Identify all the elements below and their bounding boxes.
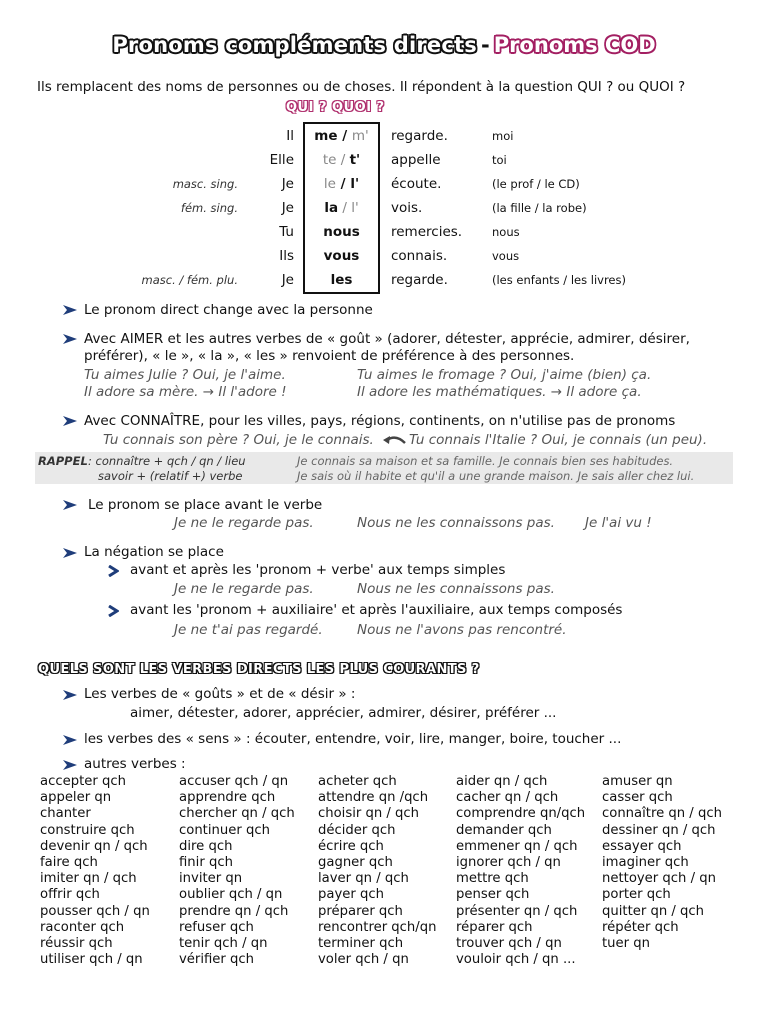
verb-item: ignorer qch / qn bbox=[456, 855, 561, 871]
verb-item: apprendre qch bbox=[179, 790, 276, 806]
rule-4: Le pronom se place avant le verbe bbox=[88, 497, 323, 513]
verb-item: accuser qch / qn bbox=[179, 774, 289, 789]
title-main: Pronoms compléments directs bbox=[112, 33, 477, 57]
verb-item: nettoyer qch / qn bbox=[602, 871, 716, 887]
verb-column bbox=[318, 774, 436, 968]
rule-5-sub-1: avant et après les 'pronom + verbe' aux temps simples bbox=[130, 562, 506, 578]
object-pronoun bbox=[303, 196, 380, 220]
verb-item: voler qch / qn bbox=[318, 952, 409, 968]
verb-item: emmener qn / qch bbox=[456, 838, 578, 854]
verb-item: dire qch bbox=[179, 838, 233, 854]
verb-item: oublier qch / qn bbox=[179, 887, 283, 903]
rule-2-line-1: Avec AIMER et les autres verbes de « goût » (adorer, détester, apprécie, admirer, désirer, bbox=[84, 331, 690, 347]
arrow-icon bbox=[63, 548, 77, 558]
arrow-icon bbox=[63, 334, 77, 344]
subject-pronoun: Je bbox=[281, 200, 294, 216]
pronoun-separator: / bbox=[335, 176, 351, 192]
verb-item: acheter qch bbox=[318, 774, 397, 789]
verb-item: chanter bbox=[40, 806, 91, 822]
verb-item: faire qch bbox=[40, 855, 98, 871]
verb-item: choisir qn / qch bbox=[318, 806, 420, 822]
verb-item: refuser qch bbox=[179, 919, 254, 935]
verb-item: dessiner qn / qch bbox=[602, 822, 716, 838]
verb-item: attendre qn /qch bbox=[318, 790, 429, 806]
verb-item: devenir qn / qch bbox=[40, 838, 148, 854]
verb-item: terminer qch bbox=[318, 936, 404, 952]
verb-form: regarde. bbox=[391, 128, 448, 144]
verb-form: remercies. bbox=[391, 224, 463, 240]
object-pronoun bbox=[303, 244, 380, 268]
verb-item: essayer qch bbox=[602, 838, 682, 854]
verb-item: tenir qch / qn bbox=[179, 936, 268, 952]
verb-item: prendre qn / qch bbox=[179, 903, 289, 919]
rappel-example-2: Je sais où il habite et qu'il a une grande maison. Je sais aller chez lui. bbox=[297, 469, 695, 483]
rule-4-example: Nous ne les connaissons pas. bbox=[357, 515, 555, 531]
autres-label: autres verbes : bbox=[84, 756, 186, 772]
rule-1: Le pronom direct change avec la personne bbox=[84, 302, 373, 318]
arrow-icon bbox=[63, 690, 77, 700]
rule-2-line-2: préférer), « le », « la », « les » renvoient de préférence à des personnes. bbox=[84, 348, 575, 364]
subject-pronoun: Tu bbox=[279, 224, 294, 240]
subject-pronoun: Il bbox=[286, 128, 294, 144]
verb-item: écrire qch bbox=[318, 838, 384, 854]
pronoun-form: me bbox=[314, 128, 338, 144]
gender-note: fém. sing. bbox=[180, 201, 238, 215]
verb-item: réparer qch bbox=[456, 919, 533, 935]
object-pronoun bbox=[303, 220, 380, 244]
verb-item: amuser qn bbox=[602, 774, 673, 789]
verb-item: gagner qch bbox=[318, 855, 393, 871]
rule-3: Avec CONNAÎTRE, pour les villes, pays, régions, continents, on n'utilise pas de pronoms bbox=[84, 413, 676, 429]
rule-3-example: Tu connais l'Italie ? Oui, je connais (un peu). bbox=[409, 432, 708, 448]
verb-item: connaître qn / qch bbox=[602, 806, 722, 822]
object-pronoun bbox=[303, 124, 380, 148]
verb-item: casser qch bbox=[602, 790, 673, 806]
object-pronoun bbox=[303, 172, 380, 196]
arrow-icon bbox=[63, 416, 77, 426]
verb-item: réussir qch bbox=[40, 936, 113, 952]
verb-item: imaginer qch bbox=[602, 855, 689, 871]
verb-column bbox=[179, 774, 295, 968]
verb-form: appelle bbox=[391, 152, 441, 168]
verb-item: appeler qn bbox=[40, 790, 112, 806]
verb-item: quitter qn / qch bbox=[602, 903, 704, 919]
verb-item: utiliser qch / qn bbox=[40, 952, 143, 968]
verb-item: aider qn / qch bbox=[456, 774, 548, 789]
verb-item: décider qch bbox=[318, 822, 396, 838]
verb-column bbox=[456, 774, 585, 968]
verb-column bbox=[602, 774, 722, 952]
pronoun-form: te bbox=[322, 152, 337, 168]
pronoun-elided-form: t' bbox=[349, 152, 361, 168]
verb-item: payer qch bbox=[318, 887, 384, 903]
verb-item: préparer qch bbox=[318, 903, 403, 919]
pronoun-form: vous bbox=[323, 248, 360, 264]
pronoun-separator: / bbox=[338, 200, 352, 216]
section-heading: QUELS SONT LES VERBES DIRECTS LES PLUS COURANTS ? bbox=[38, 662, 480, 677]
page-title bbox=[0, 33, 768, 57]
curved-arrow-icon bbox=[383, 434, 407, 450]
gender-note: masc. / fém. plu. bbox=[141, 273, 238, 287]
goats-label: Les verbes de « goûts » et de « désir » : bbox=[84, 686, 356, 702]
verb-item: continuer qch bbox=[179, 822, 270, 838]
verb-item: vouloir qch / qn ... bbox=[456, 952, 576, 968]
rappel-example-1: Je connais sa maison et sa famille. Je connais bien ses habitudes. bbox=[297, 454, 674, 468]
verb-item: penser qch bbox=[456, 887, 530, 903]
gloss: vous bbox=[492, 249, 520, 263]
subject-pronoun: Je bbox=[281, 176, 294, 192]
rule-3-example: Tu connais son père ? Oui, je le connais. bbox=[103, 432, 374, 448]
arrow-icon bbox=[63, 735, 77, 745]
verb-item: mettre qch bbox=[456, 871, 529, 887]
rule-2-example: Tu aimes Julie ? Oui, je l'aime. bbox=[84, 367, 286, 383]
chevron-right-icon bbox=[107, 605, 119, 621]
gloss: (les enfants / les livres) bbox=[492, 273, 626, 287]
rappel-line-2: savoir + (relatif +) verbe bbox=[98, 469, 243, 483]
verb-item: vérifier qch bbox=[179, 952, 255, 968]
pronoun-separator: / bbox=[337, 128, 352, 144]
verb-item: pousser qch / qn bbox=[40, 903, 150, 919]
gloss: (la fille / la robe) bbox=[492, 201, 587, 215]
gloss: nous bbox=[492, 225, 520, 239]
verb-form: regarde. bbox=[391, 272, 448, 288]
arrow-icon bbox=[63, 760, 77, 770]
verb-item: présenter qn / qch bbox=[456, 903, 578, 919]
subject-pronoun: Je bbox=[281, 272, 294, 288]
pronoun-elided-form: m' bbox=[351, 128, 369, 144]
rule-5: La négation se place bbox=[84, 544, 224, 560]
subject-pronoun: Elle bbox=[269, 152, 294, 168]
goats-list: aimer, détester, adorer, apprécier, admirer, désirer, préférer ... bbox=[130, 705, 557, 721]
verb-item: laver qn / qch bbox=[318, 871, 409, 887]
pronoun-elided-form: l' bbox=[350, 176, 360, 192]
pronoun-form: le bbox=[323, 176, 336, 192]
title-sub: Pronoms COD bbox=[493, 33, 656, 57]
verb-item: demander qch bbox=[456, 822, 552, 838]
verb-item: cacher qn / qch bbox=[456, 790, 559, 806]
verb-item: comprendre qn/qch bbox=[456, 806, 586, 822]
verb-form: connais. bbox=[391, 248, 448, 264]
rule-5-example: Nous ne l'avons pas rencontré. bbox=[357, 622, 567, 638]
rule-5-sub-2: avant les 'pronom + auxiliaire' et après l'auxiliaire, aux temps composés bbox=[130, 602, 623, 618]
verb-item: répéter qch bbox=[602, 919, 679, 935]
rule-4-example: Je l'ai vu ! bbox=[585, 515, 652, 531]
verb-item: trouver qch / qn bbox=[456, 936, 562, 952]
verb-form: écoute. bbox=[391, 176, 442, 192]
rule-5-example: Je ne t'ai pas regardé. bbox=[174, 622, 323, 638]
rappel-line-1: : connaître + qch / qn / lieu bbox=[88, 454, 246, 468]
sens-line: les verbes des « sens » : écouter, entendre, voir, lire, manger, boire, toucher ... bbox=[84, 731, 622, 747]
arrow-icon bbox=[63, 500, 77, 510]
object-pronoun bbox=[303, 148, 380, 172]
pronoun-form: les bbox=[330, 272, 353, 288]
gloss: moi bbox=[492, 129, 514, 143]
qui-quoi-label: QUI ? QUOI ? bbox=[286, 100, 385, 115]
verb-item: accepter qch bbox=[40, 774, 126, 789]
rule-5-example: Nous ne les connaissons pas. bbox=[357, 581, 555, 597]
rule-5-example: Je ne le regarde pas. bbox=[174, 581, 314, 597]
verb-item: rencontrer qch/qn bbox=[318, 919, 437, 935]
object-pronoun bbox=[303, 268, 380, 292]
gloss: toi bbox=[492, 153, 507, 167]
pronoun-elided-form: l' bbox=[351, 200, 359, 216]
title-dash: - bbox=[480, 33, 490, 57]
pronoun-form: la bbox=[324, 200, 339, 216]
chevron-right-icon bbox=[107, 565, 119, 581]
verb-item: inviter qn bbox=[179, 871, 243, 887]
verb-item: tuer qn bbox=[602, 936, 650, 952]
verb-item: construire qch bbox=[40, 822, 135, 838]
verb-item: raconter qch bbox=[40, 919, 125, 935]
subject-pronoun: Ils bbox=[279, 248, 294, 264]
rule-2-example: Il adore sa mère. → Il l'adore ! bbox=[84, 384, 287, 400]
pronoun-form: nous bbox=[323, 224, 360, 240]
verb-form: vois. bbox=[391, 200, 423, 216]
rule-2-example: Tu aimes le fromage ? Oui, j'aime (bien) ça. bbox=[357, 367, 652, 383]
gloss: (le prof / le CD) bbox=[492, 177, 580, 191]
intro-text: Ils remplacent des noms de personnes ou de choses. Il répondent à la question QUI ? ou QUOI ? bbox=[37, 79, 686, 95]
rule-2-example: Il adore les mathématiques. → Il adore ça. bbox=[357, 384, 642, 400]
gender-note: masc. sing. bbox=[172, 177, 238, 191]
arrow-icon bbox=[63, 305, 77, 315]
rappel-label: RAPPEL bbox=[38, 454, 88, 468]
pronoun-separator: / bbox=[336, 152, 350, 168]
verb-item: chercher qn / qch bbox=[179, 806, 295, 822]
verb-item: offrir qch bbox=[40, 887, 100, 903]
verb-item: porter qch bbox=[602, 887, 671, 903]
verb-item: finir qch bbox=[179, 855, 233, 871]
verb-column bbox=[40, 774, 150, 968]
verb-item: imiter qn / qch bbox=[40, 871, 137, 887]
rule-4-example: Je ne le regarde pas. bbox=[174, 515, 314, 531]
